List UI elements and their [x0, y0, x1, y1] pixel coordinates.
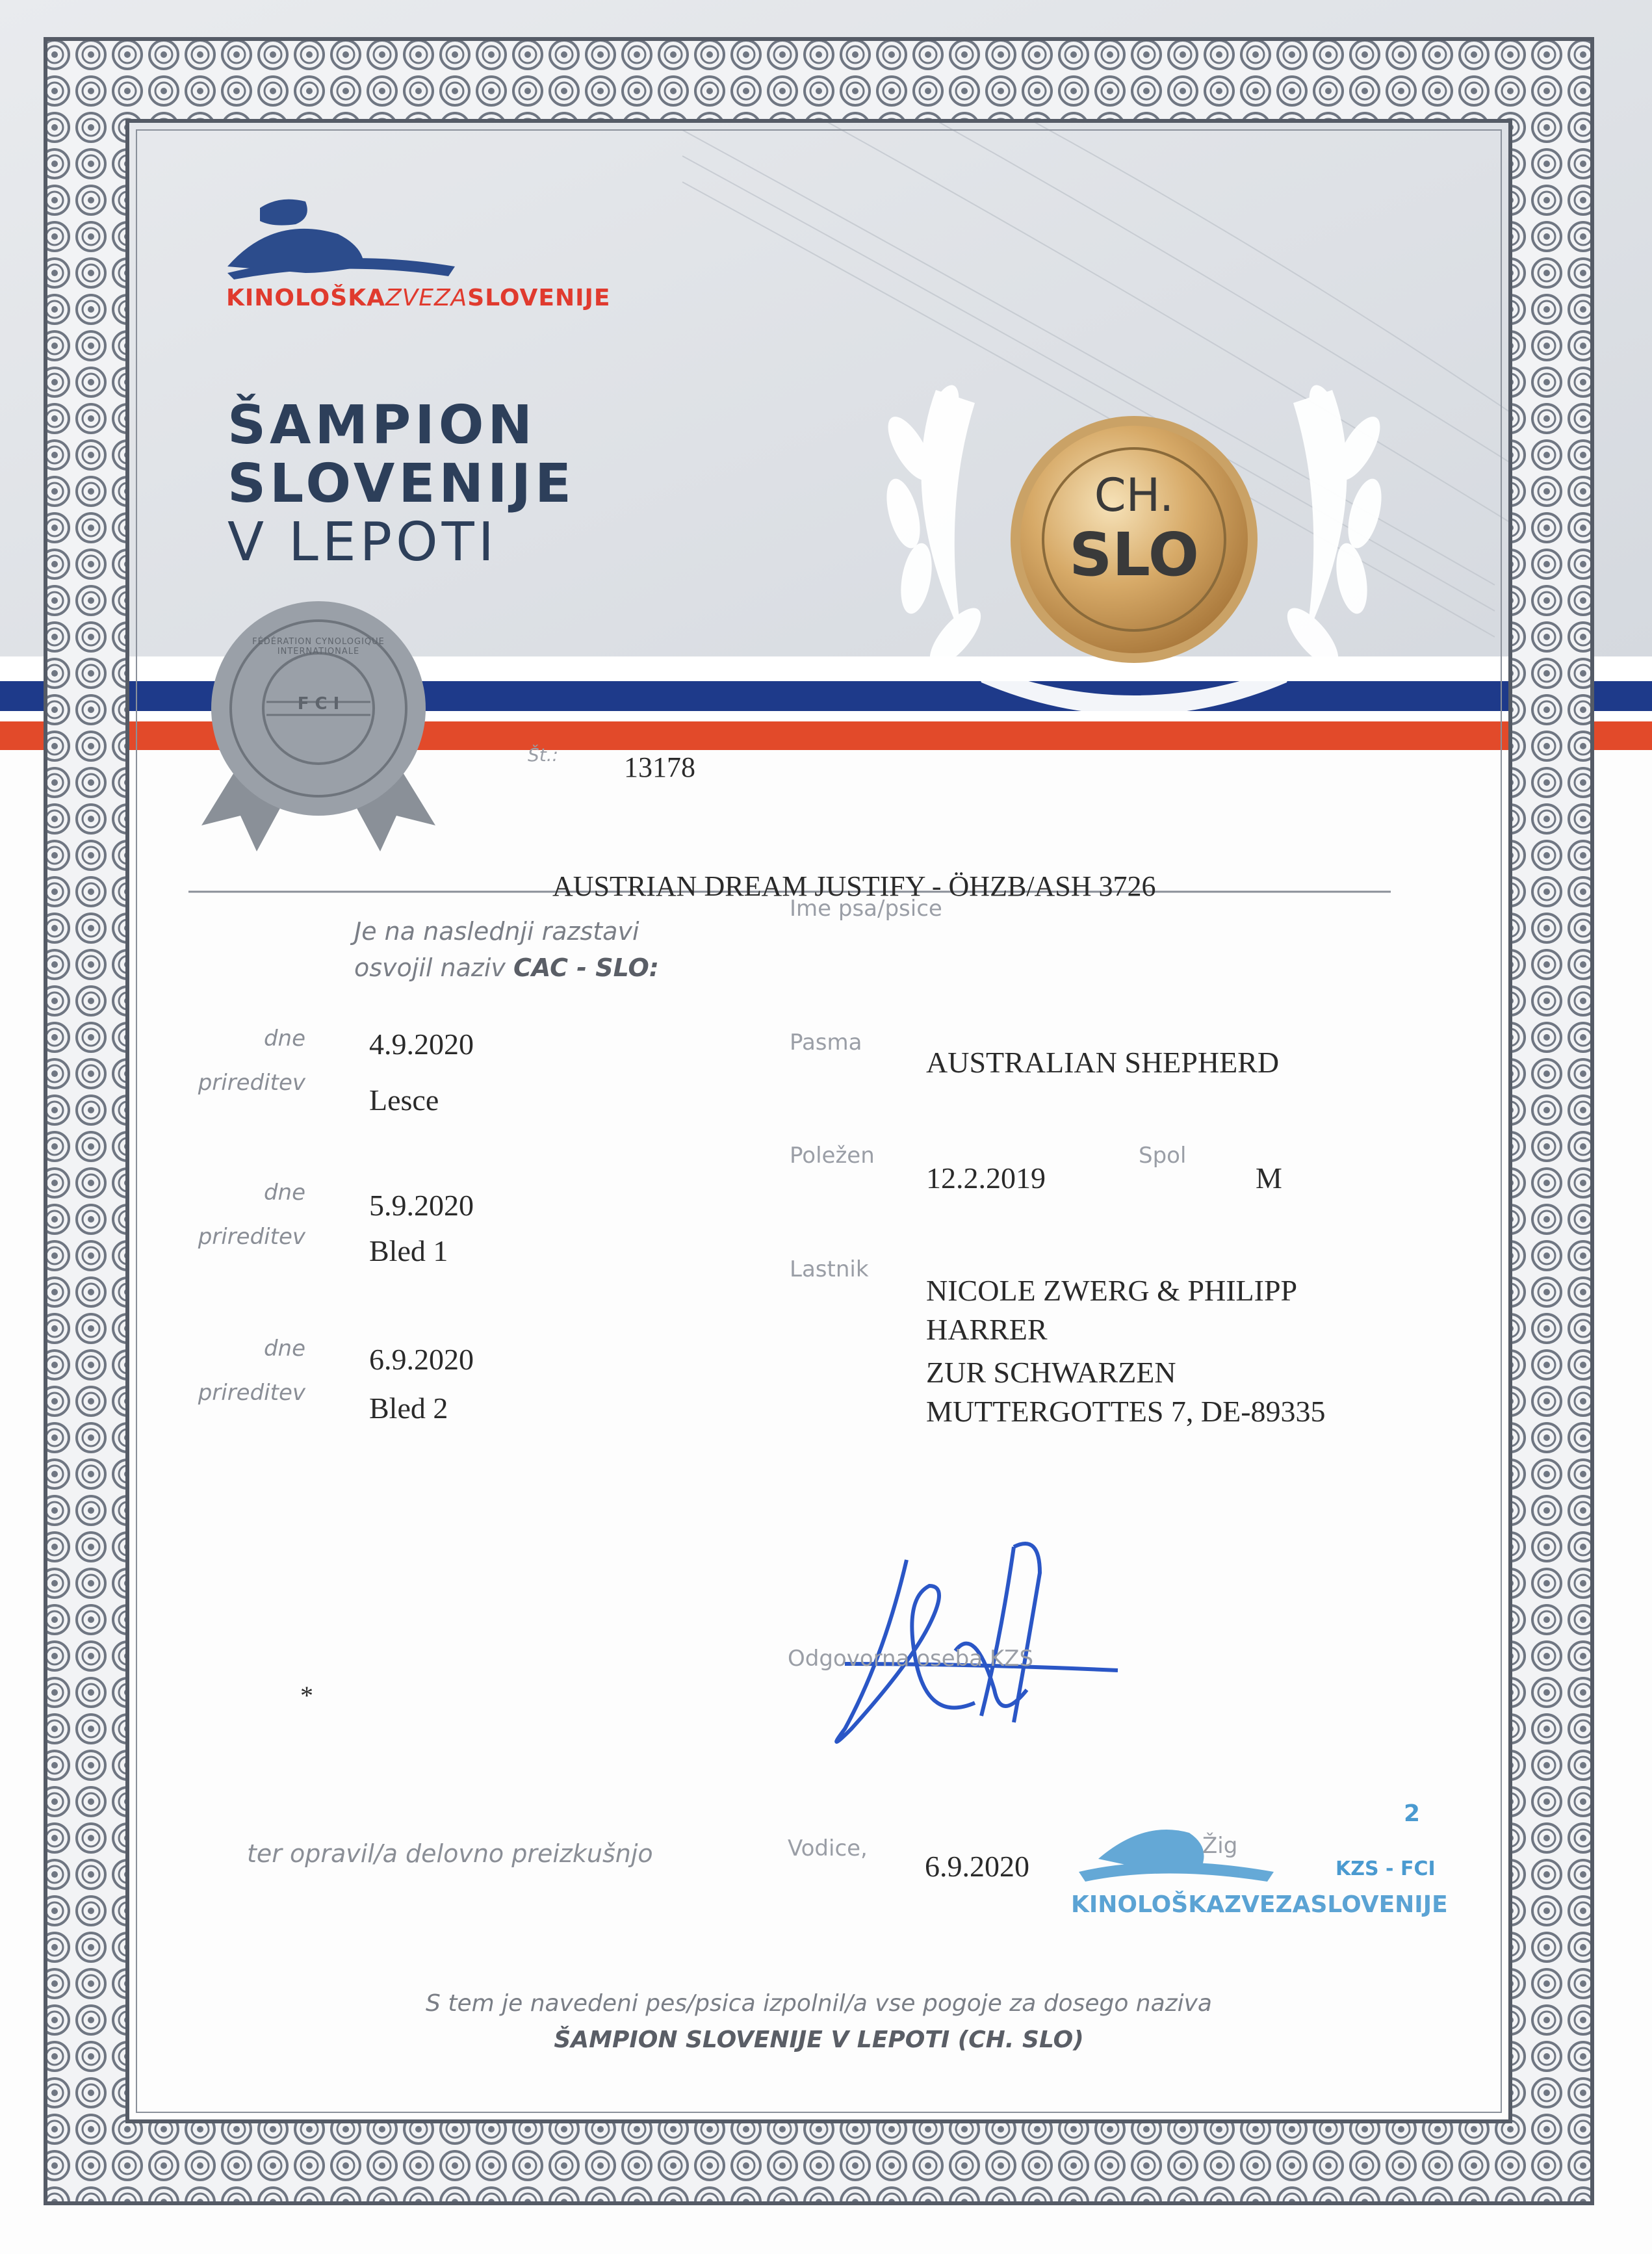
stamp-org: KINOLOŠKAZVEZASLOVENIJE	[1071, 1891, 1448, 1918]
footer-text	[169, 1986, 1469, 2058]
show2-date: 5.9.2020	[369, 1189, 474, 1222]
born-label: Poležen	[790, 1143, 875, 1169]
show1-prireditev-label: prireditev	[198, 1070, 305, 1096]
owner-line: MUTTERGOTTES 7, DE-89335	[926, 1395, 1326, 1428]
owner-line: NICOLE ZWERG & PHILIPP	[926, 1274, 1298, 1307]
born-value: 12.2.2019	[926, 1161, 1046, 1195]
footer-line2: ŠAMPION SLOVENIJE V LEPOTI (CH. SLO)	[554, 2027, 1084, 2053]
owner-label: Lastnik	[790, 1256, 869, 1282]
intro-text	[354, 913, 659, 986]
medal-text	[1043, 468, 1225, 588]
fci-ring-text: FÉDÉRATION CYNOLOGIQUE INTERNATIONALE	[252, 637, 385, 656]
work-test-text: ter opravil/a delovno preizkušnjo	[247, 1839, 653, 1868]
intro-line2-bold: CAC - SLO:	[513, 953, 659, 982]
number-value: 13178	[624, 751, 695, 783]
fci-center-text: F C I	[297, 694, 340, 714]
asterisk: *	[300, 1681, 313, 1710]
stamp-logo	[1079, 1830, 1274, 1882]
number-label: Št.:	[528, 744, 559, 766]
sex-label: Spol	[1139, 1143, 1187, 1169]
show2-place: Bled 1	[369, 1234, 448, 1267]
org-name-part3: SLOVENIJE	[467, 285, 611, 311]
show2-prireditev-label: prireditev	[198, 1224, 305, 1250]
medal-line1: CH.	[1094, 469, 1174, 522]
show1-dne-label: dne	[263, 1026, 305, 1052]
place-date: 6.9.2020	[925, 1850, 1029, 1883]
breed-label: Pasma	[790, 1030, 862, 1056]
show3-prireditev-label: prireditev	[198, 1380, 305, 1406]
medal-line2: SLO	[1069, 520, 1199, 589]
show2-dne-label: dne	[263, 1180, 305, 1206]
stamp-label: Žig	[1202, 1833, 1238, 1859]
intro-line2-prefix: osvojil naziv	[354, 953, 513, 982]
dog-name: AUSTRIAN DREAM JUSTIFY - ÖHZB/ASH 3726	[552, 870, 1156, 902]
org-name	[226, 285, 610, 311]
org-name-part1: KINOLOŠKA	[226, 285, 385, 311]
org-name-part2: ZVEZA	[385, 285, 468, 311]
show3-date: 6.9.2020	[369, 1343, 474, 1376]
stamp-code: KZS - FCI	[1336, 1858, 1436, 1880]
owner-line: ZUR SCHWARZEN	[926, 1356, 1176, 1389]
title-line2: SLOVENIJE	[227, 453, 576, 515]
sex-value: M	[1256, 1161, 1282, 1195]
responsible-label: Odgovorna oseba KZS	[788, 1646, 1034, 1672]
footer-line1: S tem je navedeni pes/psica izpolnil/a vse pogoje za dosego naziva	[426, 1990, 1212, 2017]
show3-place: Bled 2	[369, 1392, 448, 1425]
place-label: Vodice,	[788, 1835, 868, 1861]
signature	[836, 1544, 1118, 1742]
dog-name-label: Ime psa/psice	[790, 896, 942, 922]
show1-date: 4.9.2020	[369, 1028, 474, 1061]
breed-value: AUSTRALIAN SHEPHERD	[926, 1046, 1280, 1079]
stamp-number: 2	[1404, 1800, 1421, 1827]
owner-line: HARRER	[926, 1313, 1048, 1346]
title-line1: ŠAMPION	[227, 395, 537, 456]
title-line3: V LEPOTI	[227, 512, 498, 573]
certificate-title	[227, 396, 575, 572]
owner-block	[926, 1267, 1326, 1435]
show1-place: Lesce	[369, 1083, 439, 1117]
intro-line1: Je na naslednji razstavi	[354, 917, 639, 946]
intro-line2	[354, 950, 659, 986]
show3-dne-label: dne	[263, 1336, 305, 1362]
